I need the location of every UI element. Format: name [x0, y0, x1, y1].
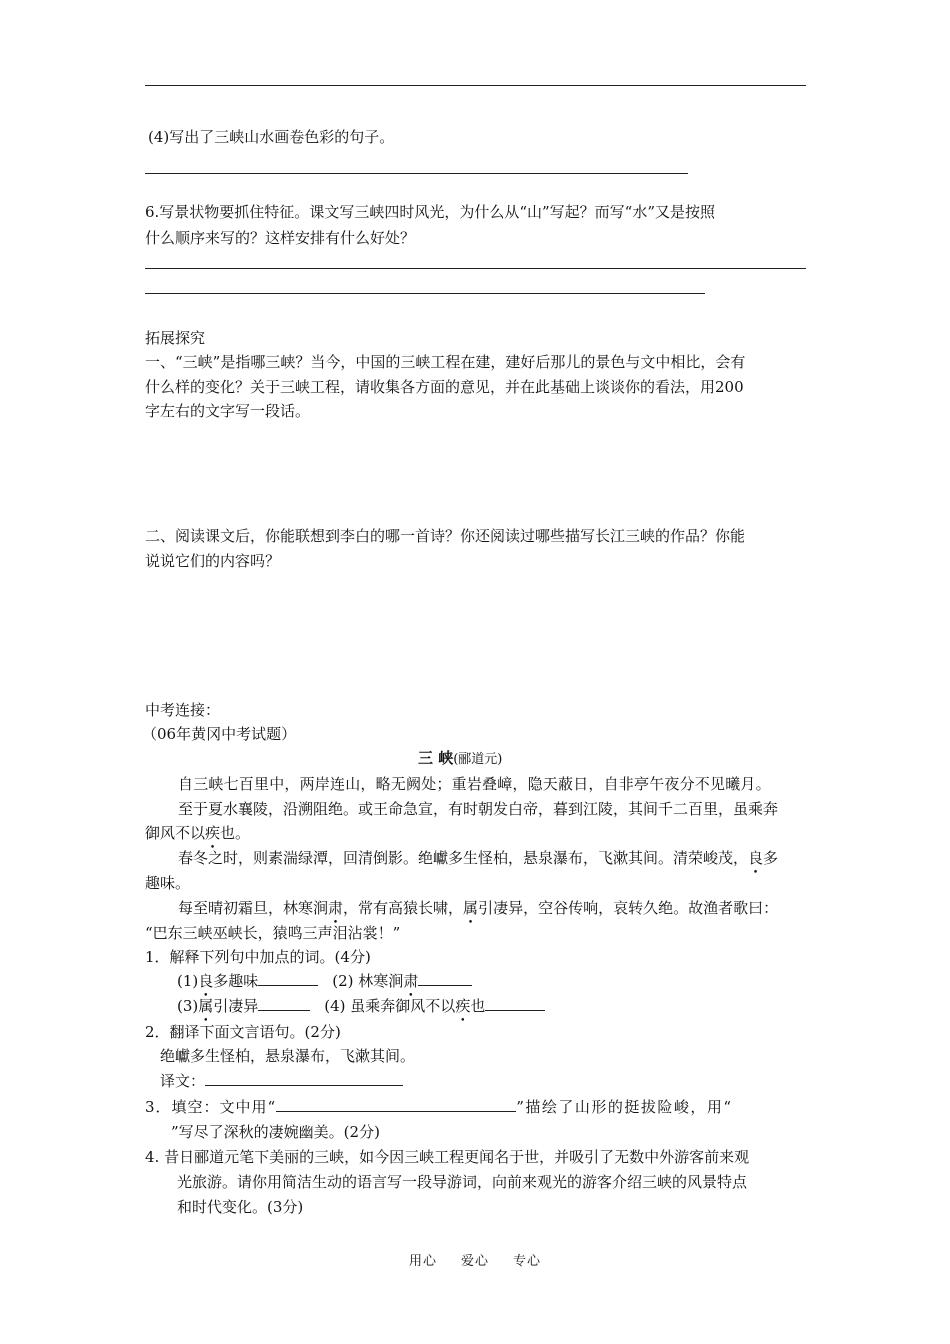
question-4-line2: 光旅游。请你用简洁生动的语言写一段导游词，向前来观光的游客介绍三峡的风景特点 — [177, 1173, 748, 1191]
text: (1) — [177, 972, 199, 990]
question-3-line1 — [145, 1095, 733, 1119]
passage-para4-line2: “巴东三峡巫峡长，猿鸣三声泪沾裳！” — [145, 924, 401, 942]
text: 也。 — [220, 824, 251, 842]
text: 也 — [470, 997, 486, 1015]
passage-para4-line1 — [178, 896, 778, 920]
question-1: 1．解释下列句中加点的词。(4分) — [145, 948, 371, 966]
exam-heading: 中考连接： — [145, 701, 221, 719]
dotted-word: 肃 — [328, 899, 344, 917]
extension-heading: 拓展探究 — [145, 329, 206, 347]
answer-line — [145, 293, 705, 294]
dotted-word: 肃 — [403, 972, 419, 990]
answer-line — [145, 85, 806, 86]
text: 每至晴初霜旦，林寒涧 — [178, 899, 329, 917]
text: 引凄异，空谷传响，哀转久绝。故渔者歌曰： — [478, 899, 779, 917]
answer-blank[interactable] — [276, 1097, 516, 1112]
passage-title — [418, 746, 502, 772]
extension-q2-line1: 二、阅读课文后，你能联想到李白的哪一首诗？你还阅读过哪些描写长江三峡的作品？你能 — [145, 527, 746, 545]
text: (3) — [177, 997, 199, 1015]
passage-para1: 自三峡七百里中，两岸连山，略无阙处；重岩叠嶂，隐天蔽日，自非亭午夜分不见曦月。 — [178, 775, 771, 793]
passage-author: (郦道元) — [453, 752, 503, 767]
dotted-word: 属 — [463, 899, 479, 917]
text: ”描绘了山形的挺拔险峻，用“ — [516, 1098, 733, 1116]
answer-line — [145, 268, 806, 269]
footer-text: 用心 — [408, 1254, 437, 1269]
passage-para2-line2 — [145, 821, 250, 845]
answer-line — [145, 173, 688, 174]
answer-blank[interactable] — [418, 971, 472, 986]
text: (2) 林寒涧 — [332, 972, 404, 990]
footer-text: 专心 — [513, 1254, 542, 1269]
passage-para3-line2: 趣味。 — [145, 874, 191, 892]
text: 御风不以 — [145, 824, 206, 842]
answer-blank[interactable] — [205, 1071, 403, 1086]
text: 多 — [763, 849, 779, 867]
dotted-word: 良 — [198, 972, 214, 990]
passage-title-text: 三 峡 — [418, 749, 454, 767]
dotted-word: 疾 — [205, 824, 221, 842]
extension-q2-line2: 说说它们的内容吗？ — [145, 552, 281, 570]
question-2-sentence: 绝巘多生怪柏，悬泉瀑布，飞漱其间。 — [160, 1047, 416, 1065]
question-1-items-a — [177, 969, 472, 993]
question-3-line2: ”写尽了深秋的凄婉幽美。(2分) — [171, 1123, 380, 1141]
text: (4) 虽乘奔御风不以 — [324, 997, 456, 1015]
footer-text: 爱心 — [460, 1254, 489, 1269]
answer-blank[interactable] — [485, 996, 545, 1011]
text: 多趣味 — [213, 972, 259, 990]
text: 春冬之时，则素湍绿潭，回清倒影。绝巘多生怪柏，悬泉瀑布，飞漱其间。清荣峻茂， — [178, 849, 749, 867]
question-2: 2．翻译下面文言语句。(2分) — [145, 1023, 341, 1041]
passage-para3-line1 — [178, 846, 778, 870]
text: 3．填空：文中用“ — [145, 1098, 277, 1116]
extension-q1-line1: 一、“三峡”是指哪三峡？当今，中国的三峡工程在建，建好后那儿的景色与文中相比，会有 — [145, 353, 746, 371]
extension-q1-line2: 什么样的变化？关于三峡工程，请收集各方面的意见，并在此基础上谈谈你的看法，用200 — [145, 378, 744, 396]
question-2-answer — [160, 1069, 403, 1093]
question-6-line1: 6.写景状物要抓住特征。课文写三峡四时风光，为什么从“山”写起？而写“水”又是按照 — [145, 203, 715, 221]
passage-para2-line1: 至于夏水襄陵，沿溯阻绝。或王命急宣，有时朝发白帝，暮到江陵，其间千二百里，虽乘奔 — [178, 800, 779, 818]
translation-label: 译文： — [160, 1072, 206, 1090]
dotted-word: 疾 — [455, 997, 471, 1015]
exam-source: （06年黄冈中考试题） — [142, 725, 297, 743]
text: 引凄异 — [213, 997, 259, 1015]
answer-blank[interactable] — [258, 971, 318, 986]
text: ，常有高猿长啸， — [343, 899, 464, 917]
dotted-word: 属 — [198, 997, 214, 1015]
page-footer — [0, 1250, 950, 1269]
question-4-line1: 4. 昔日郦道元笔下美丽的三峡，如今因三峡工程更闻名于世，并吸引了无数中外游客前来观 — [145, 1148, 750, 1166]
dotted-word: 良 — [748, 849, 764, 867]
extension-q1-line3: 字左右的文字写一段话。 — [145, 402, 311, 420]
question-4-line3: 和时代变化。(3分) — [177, 1198, 304, 1216]
question-5-4: (4)写出了三峡山水画卷色彩的句子。 — [148, 128, 395, 146]
question-6-line2: 什么顺序来写的？这样安排有什么好处？ — [145, 229, 416, 247]
question-1-items-b — [177, 994, 545, 1018]
answer-blank[interactable] — [258, 996, 310, 1011]
